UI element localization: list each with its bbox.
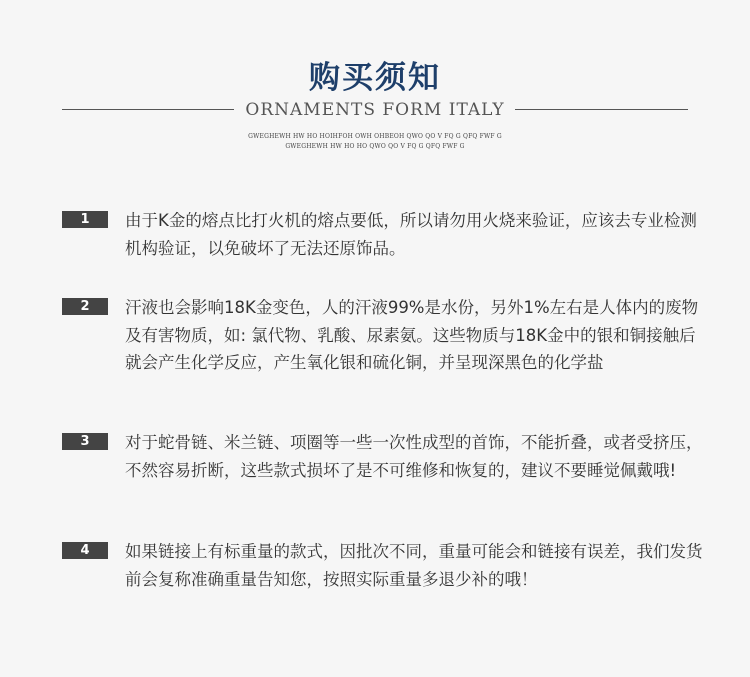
- item-number-badge: 2: [62, 298, 108, 315]
- right-divider: [515, 109, 688, 110]
- page-title: 购买须知: [309, 60, 441, 96]
- fine-print-line: GWEGHEWH HW HO HOIHFOH OWH OHBEOH QWO QO V FQ G QFQ FWF G: [248, 133, 502, 140]
- page-header: [0, 0, 750, 170]
- item-text: 如果链接上有标重量的款式，因批次不同，重量可能会和链接有误差，我们发货前会复称准确重量告知您，按照实际重量多退少补的哦！: [125, 542, 703, 589]
- subtitle-row: [62, 98, 688, 122]
- item-text: 汗液也会影响18K金变色，人的汗液99%是水份，另外1%左右是人体内的废物及有害物质，如: 氯代物、乳酸、尿素氨。这些物质与18K金中的银和铜接触后就会产生化学反应，产生氧化银和硫化铜，并呈现深黑色的化学盐: [125, 298, 699, 372]
- item-number-badge: 3: [62, 433, 108, 450]
- item-number-badge: 4: [62, 542, 108, 559]
- item-text: 由于K金的熔点比打火机的熔点要低，所以请勿用火烧来验证，应该去专业检测机构验证，以免破坏了无法还原饰品。: [125, 211, 697, 258]
- page-subtitle: ORNAMENTS FORM ITALY: [245, 100, 505, 120]
- item-number-badge: 1: [62, 211, 108, 228]
- fine-print-line: GWEGHEWH HW HO HO QWO QO V FQ G QFQ FWF G: [285, 143, 465, 150]
- item-text: 对于蛇骨链、米兰链、项圈等一些一次性成型的首饰，不能折叠，或者受挤压，不然容易折断，这些款式损坏了是不可维修和恢复的，建议不要睡觉佩戴哦!: [125, 433, 703, 480]
